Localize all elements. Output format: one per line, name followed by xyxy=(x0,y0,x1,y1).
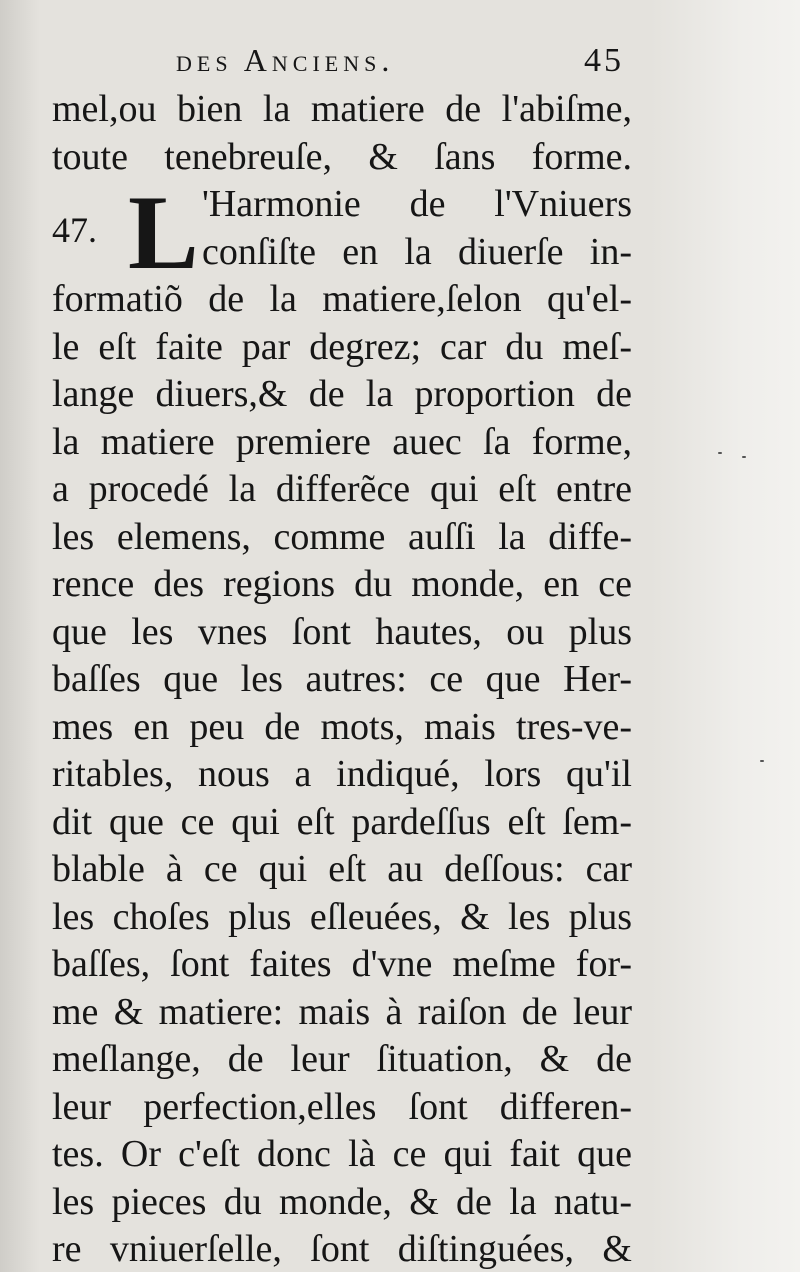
text-line: formatiõ de la matiere,ſelon qu'el- xyxy=(52,278,632,320)
text-line: baſſes que les autres: ce que Her- xyxy=(52,658,632,700)
text-line: blable à ce qui eſt au deſſous: car xyxy=(52,848,632,890)
text-line: mel,ou bien la matiere de l'abiſme, xyxy=(52,88,632,130)
page-edge-highlight xyxy=(650,0,800,1272)
running-title: des Anciens. xyxy=(176,42,395,78)
text-line: les pieces du monde, & de la natu- xyxy=(52,1180,632,1223)
text-line: le eſt faite par degrez; car du meſ- xyxy=(52,325,632,368)
ink-speck xyxy=(718,452,722,454)
text-line: que les vnes ſont hautes, ou plus xyxy=(52,610,632,653)
text-line: ritables, nous a indiqué, lors qu'il xyxy=(52,753,632,795)
page-number: 45 xyxy=(584,42,624,79)
running-head xyxy=(52,38,632,86)
text-line: toute tenebreuſe, & ſans forme. xyxy=(52,135,632,178)
text-line: dit que ce qui eſt pardeſſus eſt ſem- xyxy=(52,800,632,843)
text-line: leur perfection,elles ſont differen- xyxy=(52,1085,632,1128)
text-line: conſiſte en la diuerſe in- xyxy=(202,230,632,273)
drop-cap: L xyxy=(128,174,199,291)
text-line: rence des regions du monde, en ce xyxy=(52,563,632,605)
text-line: 'Harmonie de l'Vniuers xyxy=(202,183,632,225)
text-line: re vniuerſelle, ſont diſtinguées, & xyxy=(52,1228,632,1270)
text-line: me & matiere: mais à raiſon de leur xyxy=(52,990,632,1033)
text-block xyxy=(52,38,632,1272)
text-line: baſſes, ſont faites d'vne meſme for- xyxy=(52,943,632,985)
text-line: mes en peu de mots, mais tres-ve- xyxy=(52,705,632,748)
text-line: lange diuers,& de la proportion de xyxy=(52,373,632,415)
text-line: meſlange, de leur ſituation, & de xyxy=(52,1038,632,1080)
text-line: la matiere premiere auec ſa forme, xyxy=(52,420,632,463)
ink-speck xyxy=(742,456,746,458)
paragraph-number: 47. xyxy=(52,210,97,250)
text-line: les choſes plus eſleuées, & les plus xyxy=(52,895,632,938)
ink-speck xyxy=(760,760,764,762)
text-line: les elemens, comme auſſi la diffe- xyxy=(52,515,632,558)
text-line: tes. Or c'eſt donc là ce qui fait que xyxy=(52,1133,632,1175)
page-gutter-shadow xyxy=(0,0,40,1272)
paragraph-opening xyxy=(52,174,632,291)
text-line: a procedé la differẽce qui eſt entre xyxy=(52,468,632,510)
